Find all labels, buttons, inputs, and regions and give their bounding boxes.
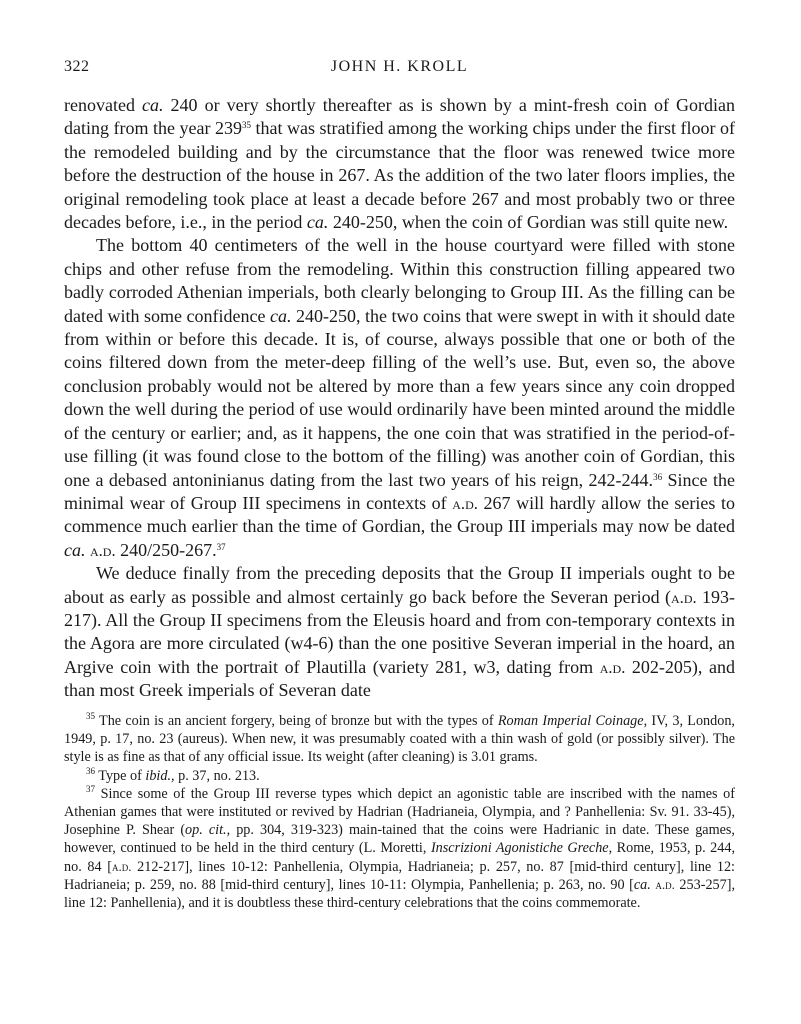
footnote-36 [64, 767, 735, 785]
text-run: 193-217). All the Group II specimens from the Eleusis hoard and from con-temporary contexts in the Agora are more circulated (w4-6) than the one positive Severan imperial in the hoard, an Argive coin with the portrait of Plautilla (variety 281, w3, dating from [64, 586, 735, 677]
text-run: , pp. 304, 319-323) main-tained that the coins were Hadrianic in date. These games, however, continued to be held in the third century (L. Moretti, [64, 822, 735, 857]
text-run: Type of [95, 767, 146, 784]
small-caps-ad: a.d. [599, 657, 626, 677]
footnote-ref-36: 36 [653, 471, 663, 482]
main-text [64, 94, 735, 703]
italic-ibid: ibid. [145, 767, 171, 784]
text-run: 240-250, the two coins that were swept in with it should date from within or before this decade. It is, of course, always possible that one or both of the coins filtered down from the meter-deep filling of the well’s use. But, even so, the above conclusion probably would not be altered by more than a few years since any coin dropped down the well during the period of use would ordinarily have been minted around the middle of the century or earlier; and, as it happens, the one coin that was stratified in the period-of-use filling (it was found close to the bottom of the filling) was another coin of Gordian, this one a debased antoninianus dating from the last two years of his reign, 242-244. [64, 305, 735, 490]
text-run: Since some of the Group III reverse types which depict an agonistic table are inscribed with the names of Athenian games that were instituted or revived by Hadrian (Hadrianeia, Olympia, and ? Panhellenia: Sv. 91. 33-45), Josephine P. Shear ( [64, 785, 735, 839]
italic-ca: ca. [269, 305, 292, 326]
paragraph-3 [64, 562, 735, 702]
small-caps-ad: a.d. [452, 493, 478, 513]
text-run: 240-250, when the coin of Gordian was still quite new. [328, 212, 729, 233]
footnotes [64, 712, 735, 912]
text-run: 240/250-267. [115, 539, 217, 560]
text-run: 240 or very shortly thereafter as is shown by a mint-fresh coin of Gordian dating from the year 239 [64, 95, 735, 139]
footnote-35 [64, 712, 735, 767]
text-run: We deduce finally from the preceding deposits that the Group II imperials ought to be about as early as possible and almost certainly go back before the Severan period ( [64, 563, 735, 607]
text-run: The coin is an ancient forgery, being of bronze but with the types of [95, 713, 498, 729]
italic-opcit: op. cit. [185, 822, 227, 839]
footnote-ref-35: 35 [241, 120, 251, 131]
paragraph-2 [64, 234, 735, 562]
running-head: JOHN H. KROLL [330, 58, 469, 75]
italic-ca: ca. [142, 95, 164, 115]
text-run: 202-205), and than most Greek imperials of Severan date [64, 656, 735, 701]
italic-ca: ca. [64, 539, 86, 560]
text-run: renovated [64, 95, 143, 115]
text-run: , Rome, 1953, p. 244, no. 84 [ [64, 840, 735, 875]
page-number: 322 [64, 58, 90, 75]
text-run: 253-257], line 12: Panhellenia), and it is doubtless these third-century celebrations that the coins commemorate. [64, 876, 735, 912]
text-run: 267 will hardly allow the series to commence much earlier than the time of Gordian, the Group III imperials may now be dated [64, 492, 735, 537]
footnote-number: 35 [86, 711, 95, 721]
text-run: that was stratified among the working chips under the first floor of the remodeled building and by the circumstance that the floor was renewed twice more before the destruction of the house in 267. As the addition of the two later floors implies, the original remodeling took place at least a decade before 267 and most probably two or three decades before, i.e., in the period [64, 118, 735, 233]
italic-ca: ca. [633, 876, 651, 893]
small-caps-ad: a.d. [655, 876, 675, 892]
italic-title: Inscrizioni Agonistiche Greche [430, 840, 609, 857]
italic-ca: ca. [306, 212, 329, 233]
text-run: Since the minimal wear of Group III specimens in contexts of [64, 469, 735, 513]
text-run: , p. 37, no. 213. [171, 767, 260, 784]
footnote-number: 37 [86, 783, 95, 794]
page-header [64, 58, 735, 80]
text-run: 212-217], lines 10-12: Panhellenia, Olympia, Hadrianeia; p. 257, no. 87 [mid-third century], line 12: Hadrianeia; p. 259, no. 88 [mid-third century], lines 10-11: Olympia, Panhellenia; p. 263, no. 90 [ [64, 858, 735, 893]
small-caps-ad: a.d. [671, 587, 697, 607]
footnote-ref-37: 37 [216, 541, 226, 552]
text-run: The bottom 40 centimeters of the well in the house courtyard were filled with stone chips and other refuse from the remodeling. Within this construction filling appeared two badly corroded Athenian imperials, both clearly belonging to Group III. As the filling can be dated with some confidence [64, 235, 735, 326]
text-run: , IV, 3, London, 1949, p. 17, no. 23 (aureus). When new, it was presumably coated with a thin wash of gold (or possibly silver). The style is as fine as that of any official issue. Its weight (after cleaning) is 3.01 grams. [64, 713, 735, 766]
footnote-number: 36 [86, 765, 95, 776]
italic-title: Roman Imperial Coinage [497, 713, 644, 729]
footnote-37 [64, 785, 735, 912]
small-caps-ad: a.d. [90, 540, 116, 560]
small-caps-ad: a.d. [111, 858, 132, 874]
paragraph-1 [64, 94, 735, 234]
